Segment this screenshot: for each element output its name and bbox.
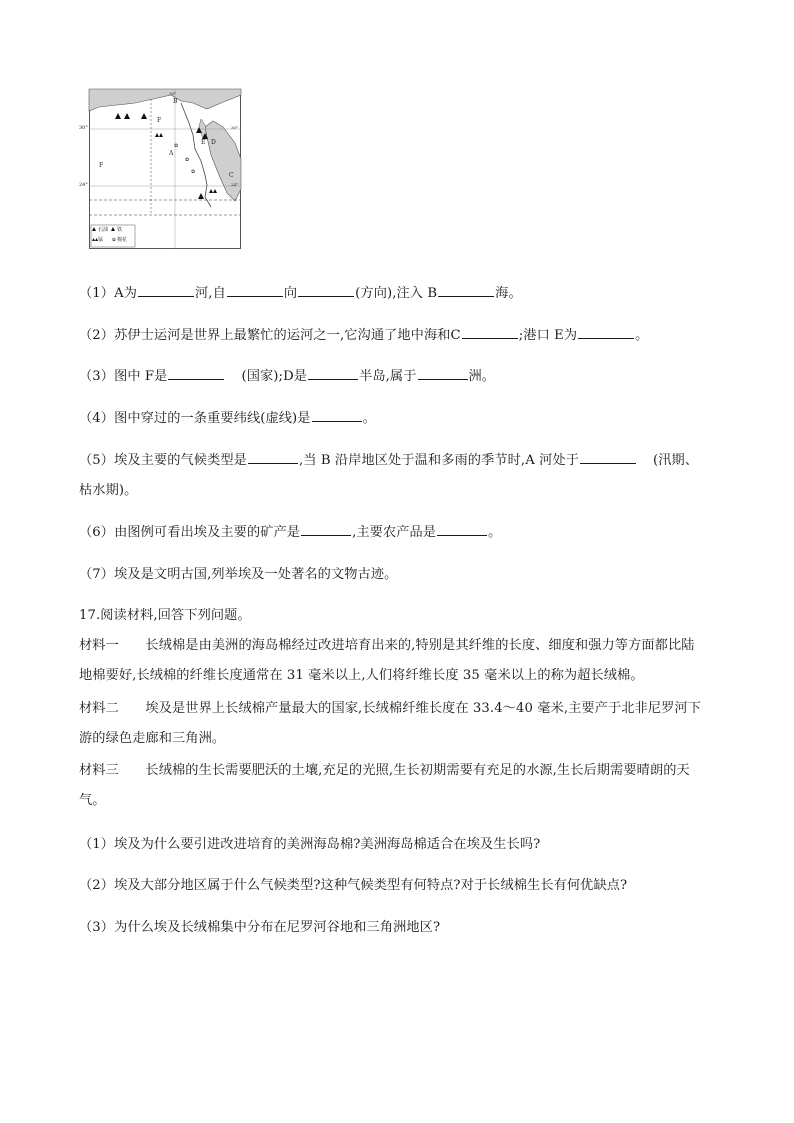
answer-blank[interactable] [248,451,298,464]
answer-blank[interactable] [578,326,634,339]
svg-text:✿: ✿ [174,143,179,149]
q16-3-text-c: 半岛,属于 [359,369,417,384]
svg-text:✿: ✿ [185,157,190,163]
label-b: B [173,98,178,105]
q17-material-2-line-1: 材料二 埃及是世界上长绒棉产量最大的国家,长绒棉纤维长度在 33.4～40 毫米,主要产于北非尼罗河下 [79,701,701,716]
q16-item-3 [79,365,495,384]
answer-blank[interactable] [437,523,487,536]
answer-blank[interactable] [438,284,494,297]
q16-5-text-b: ,当 B 沿岸地区处于温和多雨的季节时,A 河处于 [298,453,580,468]
q16-1-text-d: (方向),注入 B [355,286,438,301]
svg-text:✿: ✿ [191,169,196,175]
q16-1-text-a: （1）A为 [79,286,137,301]
q16-4-text-a: （4）图中穿过的一条重要纬线(虚线)是 [79,411,311,426]
q16-1-text-b: 河,自 [194,286,226,301]
svg-text:✿: ✿ [112,238,116,243]
q16-5-text-d: 枯水期)。 [79,483,138,498]
lat-24-right: 24° [231,182,239,187]
q16-2-text-a: （2）苏伊士运河是世界上最繁忙的运河之一,它沟通了地中海和C [79,328,461,343]
q16-5-text-c: (汛期、 [653,453,699,468]
q16-3-text-b: (国家);D是 [241,369,308,384]
answer-blank[interactable] [580,451,636,464]
egypt-map [79,89,241,249]
answer-blank[interactable] [168,367,224,380]
q16-item-1 [79,282,522,301]
q17-material-2-line-2: 游的绿色走廊和三角洲。 [79,731,226,746]
q17-material-3-line-1: 材料三 长绒棉的生长需要肥沃的土壤,充足的光照,生长初期需要有充足的水源,生长后期需要晴朗的天 [79,763,690,778]
label-a: A [169,150,174,157]
q17-question-2: （2）埃及大部分地区属于什么气候类型?这种气候类型有何特点?对于长绒棉生长有何优缺点? [79,878,628,893]
q17-title: 17.阅读材料,回答下列问题。 [79,608,251,623]
q16-6-text-a: （6）由图例可看出埃及主要的矿产是 [79,525,301,540]
legend-iron: 铁 [117,227,123,233]
q16-item-5-cont [79,479,137,498]
legend-oil: 石油 [98,227,109,233]
lon-30: 30° [169,91,177,96]
q16-1-text-e: 海。 [495,286,522,301]
q16-1-text-c: 向 [283,286,298,301]
q17-material-1-line-2: 地棉要好,长绒棉的纤维长度通常在 31 毫米以上,人们将纤维长度 35 毫米以上的称为超长绒棉。 [79,668,644,683]
label-e: E [201,139,206,146]
q16-2-text-b: ;港口 E为 [518,328,578,343]
q16-6-text-b: ,主要农产品是 [352,525,437,540]
legend-manganese: 锰 [98,237,104,243]
answer-blank[interactable] [298,284,354,297]
q16-item-7: （7）埃及是文明古国,列举埃及一处著名的文物古迹。 [79,567,398,582]
q17-question-3: （3）为什么埃及长绒棉集中分布在尼罗河谷地和三角洲地区? [79,920,441,935]
q16-item-6 [79,521,501,540]
label-c: C [229,172,234,179]
q16-item-2 [79,324,648,343]
legend-cotton: 棉花 [117,237,128,243]
label-d: D [211,139,216,146]
lat-24: 24° [79,182,88,188]
q16-3-text-a: （3）图中 F是 [79,369,168,384]
q16-item-4 [79,407,376,426]
lat-30: 30° [79,125,88,131]
answer-blank[interactable] [138,284,194,297]
q17-material-3-line-2: 气。 [79,793,106,808]
q17-question-1: （1）埃及为什么要引进改进培育的美洲海岛棉?美洲海岛棉适合在埃及生长吗? [79,837,541,852]
answer-blank[interactable] [308,367,358,380]
q17-material-1-line-1: 材料一 长绒棉是由美洲的海岛棉经过改进培育出来的,特别是其纤维的长度、细度和强力等方面都比陆 [79,638,695,653]
answer-blank[interactable] [418,367,468,380]
q16-3-text-d: 洲。 [468,369,496,384]
label-f-top: F [157,117,162,124]
q16-2-text-c: 。 [635,328,649,343]
q16-5-text-a: （5）埃及主要的气候类型是 [79,453,247,468]
answer-blank[interactable] [312,409,362,422]
q16-item-5 [79,449,698,468]
label-f: F [99,162,104,169]
answer-blank[interactable] [301,523,351,536]
answer-blank[interactable] [227,284,283,297]
answer-blank[interactable] [462,326,518,339]
lat-30-right: 30° [231,125,239,130]
q16-4-text-b: 。 [362,411,376,426]
q16-6-text-c: 。 [488,525,502,540]
